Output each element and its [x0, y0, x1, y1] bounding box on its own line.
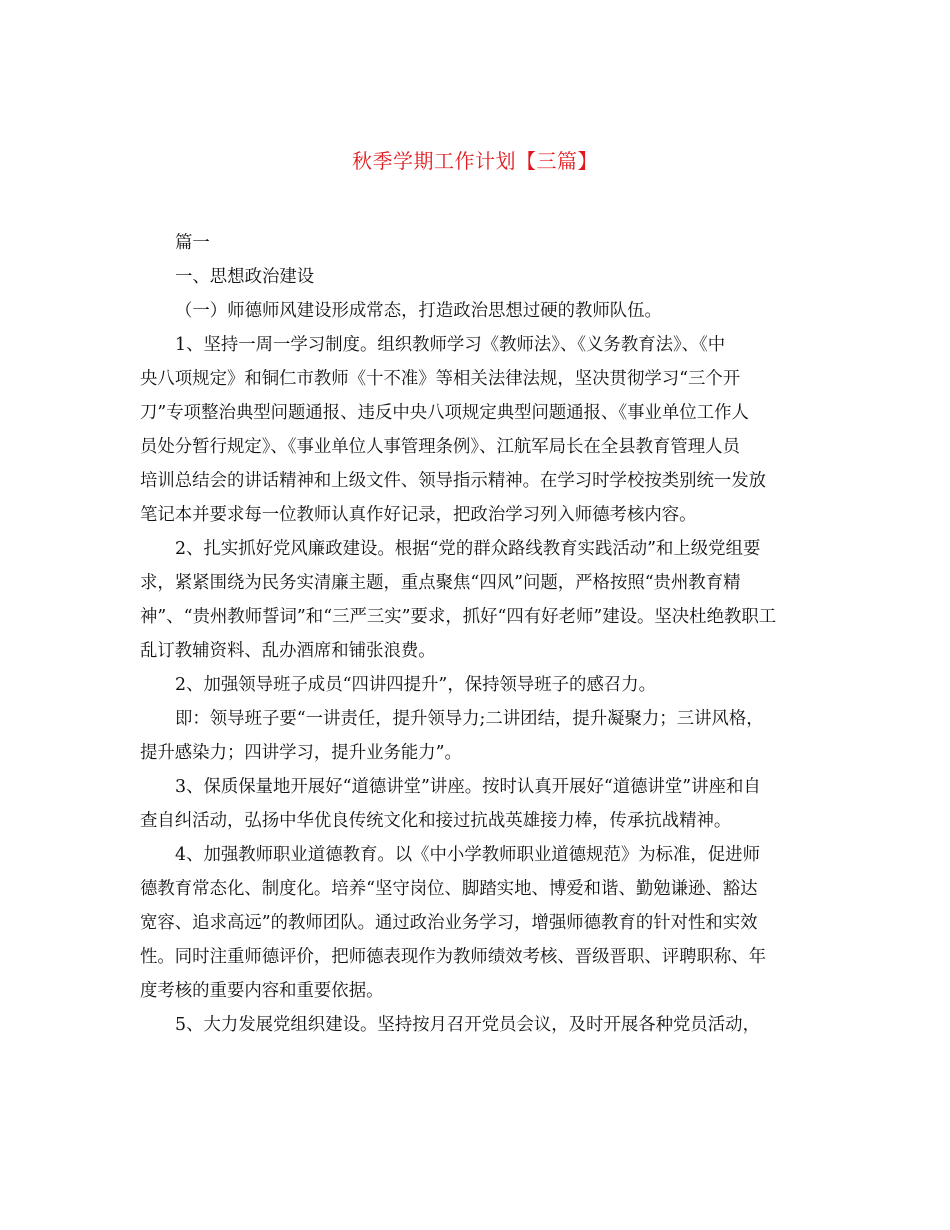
paragraph-line: 笔记本并要求每一位教师认真作好记录，把政治学习列入师德考核内容。: [140, 505, 697, 525]
paragraph-line: 4、加强教师职业道德教育。以《中小学教师职业道德规范》为标准，促进师: [175, 845, 760, 865]
paragraph-line: 5、大力发展党组织建设。坚持按月召开党员会议，及时开展各种党员活动，: [175, 1015, 760, 1035]
section-label: 篇一: [175, 233, 210, 253]
paragraph-line: 查自纠活动，弘扬中华优良传统文化和接过抗战英雄接力棒，传承抗战精神。: [140, 811, 732, 831]
paragraph-line: 刀”专项整治典型问题通报、违反中央八项规定典型问题通报、《事业单位工作人: [140, 403, 749, 423]
paragraph-line: 神”、“贵州教师誓词”和“三严三实”要求，抓好“四有好老师”建设。坚决杜绝教职工: [140, 607, 777, 627]
paragraph-line: 1、坚持一周一学习制度。组织教师学习《教师法》、《义务教育法》、《中: [175, 335, 726, 355]
paragraph-line: 3、保质保量地开展好“道德讲堂”讲座。按时认真开展好“道德讲堂”讲座和自: [175, 777, 761, 797]
paragraph-line: 员处分暂行规定》、《事业单位人事管理条例》、江航军局长在全县教育管理人员: [140, 437, 740, 457]
paragraph-line: 2、扎实抓好党风廉政建设。根据“党的群众路线教育实践活动”和上级党组要: [175, 539, 761, 559]
paragraph-line: 宽容、追求高远”的教师团队。通过政治业务学习，增强师德教育的针对性和实效: [140, 913, 758, 933]
document-body: [140, 226, 816, 1042]
paragraph-line: 性。同时注重师德评价，把师德表现作为教师绩效考核、晋级晋职、评聘职称、年: [140, 947, 767, 967]
paragraph-line: 提升感染力；四讲学习，提升业务能力”。: [140, 743, 462, 763]
subheading: （一）师德师风建设形成常态，打造政治思想过硬的教师队伍。: [175, 301, 662, 321]
paragraph-line: 求，紧紧围绕为民务实清廉主题，重点聚焦“四风”问题，严格按照“贵州教育精: [140, 573, 741, 593]
heading-1: 一、思想政治建设: [175, 267, 315, 287]
paragraph-line: 乱订教辅资料、乱办酒席和铺张浪费。: [140, 641, 436, 661]
paragraph-line: 培训总结会的讲话精神和上级文件、领导指示精神。在学习时学校按类别统一发放: [140, 471, 767, 491]
paragraph-line: 德教育常态化、制度化。培养“坚守岗位、脚踏实地、博爱和谐、勤勉谦逊、豁达: [140, 879, 758, 899]
paragraph-line: 2、加强领导班子成员“四讲四提升”，保持领导班子的感召力。: [175, 675, 657, 695]
document-title: 秋季学期工作计划【三篇】: [352, 149, 598, 173]
paragraph-line: 央八项规定》和铜仁市教师《十不准》等相关法律法规，坚决贯彻学习“三个开: [140, 369, 741, 389]
paragraph-line: 度考核的重要内容和重要依据。: [140, 981, 384, 1001]
paragraph-line: 即：领导班子要“一讲责任，提升领导力;二讲团结，提升凝聚力；三讲风格，: [175, 709, 764, 729]
